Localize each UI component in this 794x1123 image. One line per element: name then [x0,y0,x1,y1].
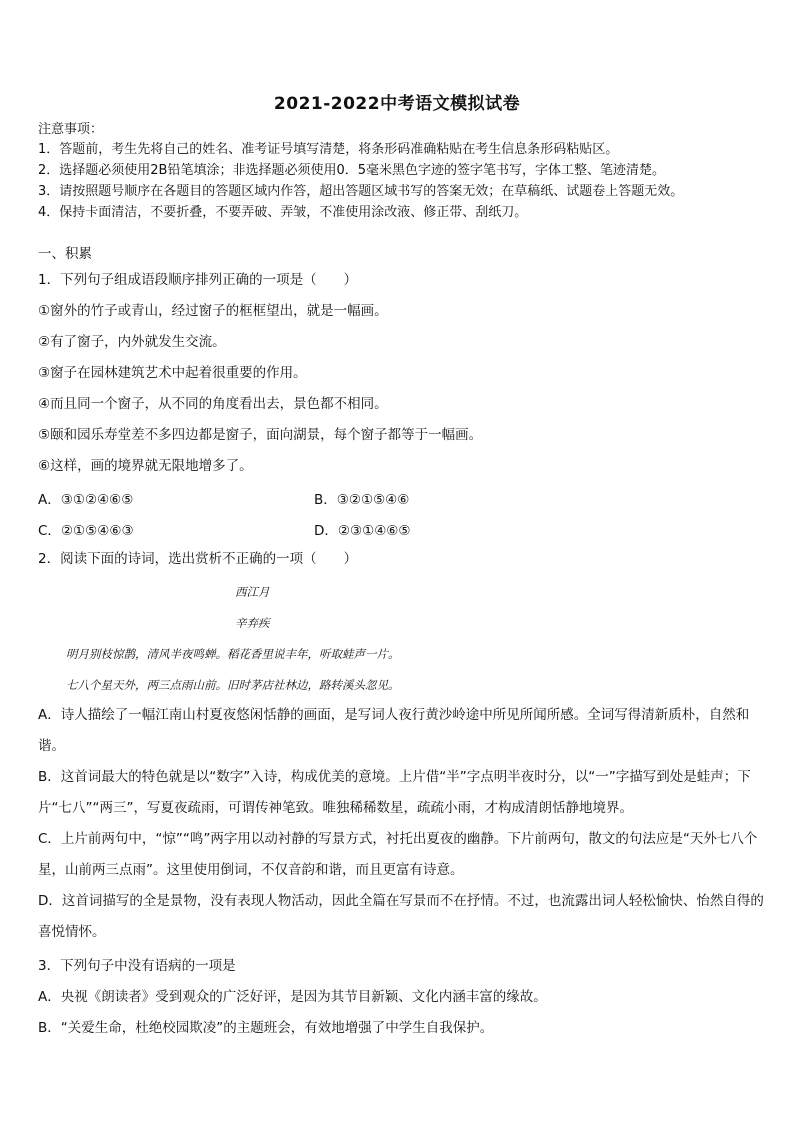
q2-option-c: C．上片前两句中，“惊”“鸣”两字用以动衬静的写景方式，衬托出夏夜的幽静。下片前两句，散文的句法应是“天外七八个星，山前两三点雨”。这里使用倒词，不仅音韵和谐，而且更富有诗意。 [38,831,758,878]
note-item: 3．请按照题号顺序在各题目的答题区域内作答，超出答题区域书写的答案无效；在草稿纸、试题卷上答题无效。 [38,184,684,199]
q1-option-a: A．③①②④⑥⑤ [38,492,134,508]
poem-title: 西江月 [235,585,270,599]
question-2-stem: 2．阅读下面的诗词，选出赏析不正确的一项（ ） [38,551,358,567]
poem-line: 明月别枝惊鹊，清风半夜鸣蝉。稻花香里说丰年，听取蛙声一片。 [66,647,400,661]
q1-sentence: ②有了窗子，内外就发生交流。 [38,334,226,350]
q1-option-c: C．②①⑤④⑥③ [38,523,134,539]
page-title: 2021-2022中考语文模拟试卷 [273,94,521,114]
q1-option-b: B．③②①⑤④⑥ [314,492,410,508]
q2-option-a: A．诗人描绘了一幅江南山村夏夜悠闲恬静的画面，是写词人夜行黄沙岭途中所见所闻所感。全词写得清新质朴，自然和谐。 [38,707,750,754]
q1-option-d: D．②③①④⑥⑤ [314,523,411,539]
q1-sentence: ⑤颐和园乐寿堂差不多四边都是窗子，面向湖景，每个窗子都等于一幅画。 [38,427,483,443]
poem-author: 辛弃疾 [235,616,270,630]
note-item: 4．保持卡面清洁，不要折叠，不要弄破、弄皱，不准使用涂改液、修正带、刮纸刀。 [38,205,528,220]
q2-option-d: D．这首词描写的全是景物，没有表现人物活动，因此全篇在写景而不在抒情。不过，也流露出词人轻松愉快、怡然自得的喜悦情怀。 [38,893,764,940]
q3-option-b: B．“关爱生命，杜绝校园欺凌”的主题班会，有效地增强了中学生自我保护。 [38,1020,494,1036]
question-3-stem: 3．下列句子中没有语病的一项是 [38,958,236,974]
q1-sentence: ①窗外的竹子或青山，经过窗子的框框望出，就是一幅画。 [38,303,388,319]
q2-option-b: B．这首词最大的特色就是以“数字”入诗，构成优美的意境。上片借“半”字点明半夜时分，以“一”字描写到处是蛙声；下片“七八”“两三”，写夏夜疏雨，可谓传神笔致。唯独稀稀数星，疏疏小雨，才构成清朗恬静地境界。 [38,769,751,816]
question-1-stem: 1．下列句子组成语段顺序排列正确的一项是（ ） [38,272,358,288]
q3-option-a: A．央视《朗读者》受到观众的广泛好评，是因为其节目新颖、文化内涵丰富的缘故。 [38,989,547,1005]
note-item: 1．答题前，考生先将自己的姓名、准考证号填写清楚，将条形码准确粘贴在考生信息条形码粘贴区。 [38,142,619,157]
q1-sentence: ③窗子在园林建筑艺术中起着很重要的作用。 [38,365,307,381]
notes-heading: 注意事项： [38,122,104,137]
note-item: 2．选择题必须使用2B铅笔填涂；非选择题必须使用0．5毫米黑色字迹的签字笔书写，字体工整、笔迹清楚。 [38,163,666,178]
q1-sentence: ④而且同一个窗子，从不同的角度看出去，景色都不相同。 [38,396,388,412]
q1-sentence: ⑥这样，画的境界就无限地增多了。 [38,458,253,474]
poem-line: 七八个星天外，两三点雨山前。旧时茅店社林边，路转溪头忽见。 [66,678,400,692]
section-heading: 一、积累 [38,246,92,262]
